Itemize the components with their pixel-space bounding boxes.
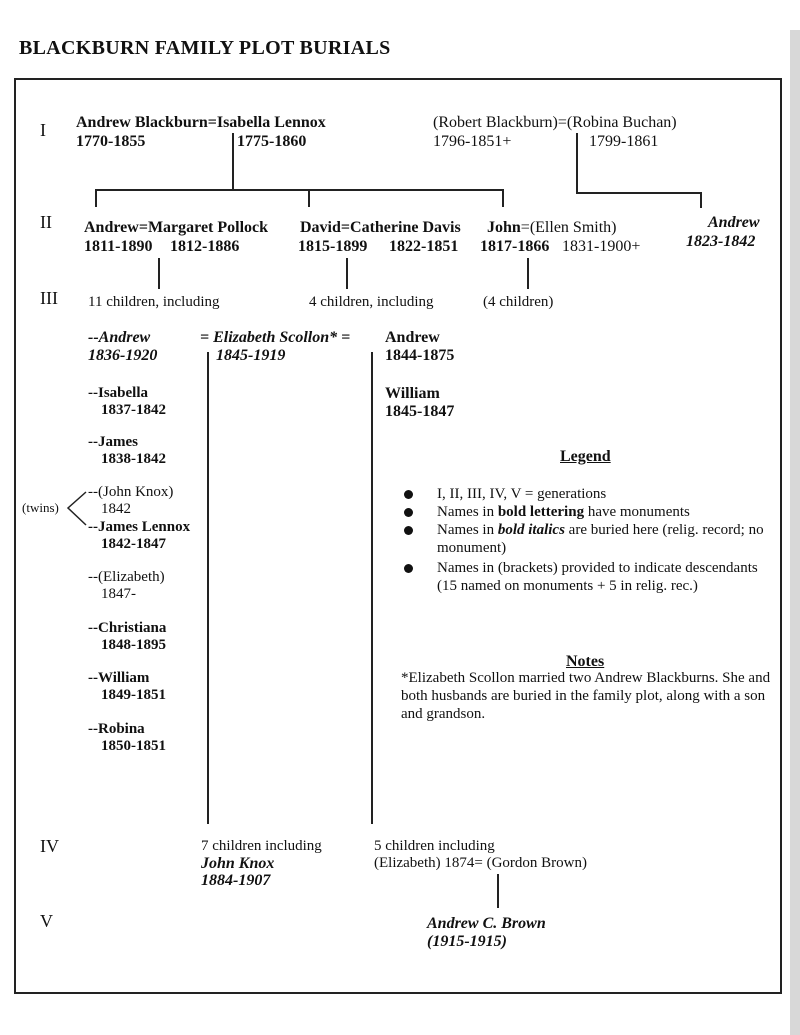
- twins-bracket: [66, 490, 88, 528]
- connector-to-other-andrew: [700, 192, 702, 208]
- connector-to-andrew: [95, 189, 97, 207]
- legend-bullet-1: [404, 490, 413, 499]
- gen1-second-couple: (Robert Blackburn)=(Robina Buchan): [433, 114, 677, 131]
- gen-label-4: IV: [40, 836, 59, 856]
- gen3-david-andrew: Andrew: [385, 329, 440, 346]
- legend-bullet-2: [404, 508, 413, 517]
- legend-item-italics: [437, 521, 767, 557]
- gen3-david-children-count: 4 children, including: [309, 294, 434, 310]
- gen1-robina-years: 1799-1861: [589, 133, 659, 150]
- connector-to-david: [308, 189, 310, 207]
- connector-john-children: [527, 258, 529, 289]
- legend-item-bold: [437, 503, 777, 521]
- gen4-right-count: 5 children including: [374, 838, 495, 854]
- notes-text: *Elizabeth Scollon married two Andrew Blackburns. She and both husbands are buried in the family plot, along with a son and grandson.: [401, 670, 771, 722]
- gen4-john-knox-years: 1884-1907: [201, 872, 271, 889]
- gen2-catherine-years: 1822-1851: [389, 238, 459, 255]
- connector-robert-bar: [576, 192, 702, 194]
- child-james-years: 1838-1842: [101, 451, 166, 467]
- gen3-andrew-jr-years: 1836-1920: [88, 347, 158, 364]
- gen2-margaret-years: 1812-1886: [170, 238, 240, 255]
- legend-item-brackets: Names in (brackets) provided to indicate descendants (15 named on monuments + 5 in relig. rec.): [437, 560, 758, 594]
- notes-heading: Notes: [566, 653, 605, 670]
- gen2-david-years: 1815-1899: [298, 238, 368, 255]
- gen1-robert-years: 1796-1851+: [433, 133, 512, 150]
- gen3-john-children-count: (4 children): [483, 294, 554, 310]
- gen4-john-knox: John Knox: [201, 855, 275, 872]
- gen4-left-count: 7 children including: [201, 838, 322, 854]
- connector-elizabeth-first-marriage: [207, 352, 209, 824]
- child-christiana: --Christiana: [88, 620, 167, 636]
- gen5-years: (1915-1915): [427, 933, 507, 950]
- child-william-years: 1849-1851: [101, 687, 166, 703]
- legend-item-bold-pre: Names in: [437, 504, 498, 520]
- connector-gen1-main: [232, 133, 234, 190]
- gen3-david-william: William: [385, 385, 440, 402]
- legend-item-italics-em: bold italics: [497, 522, 565, 538]
- child-isabella-years: 1837-1842: [101, 402, 166, 418]
- gen3-david-william-years: 1845-1847: [385, 403, 455, 420]
- connector-gen2-bar: [95, 189, 504, 191]
- gen2-andrew-years: 1811-1890: [84, 238, 153, 255]
- connector-elizabeth-second-marriage: [371, 352, 373, 824]
- gen-label-5: V: [40, 911, 53, 931]
- gen3-david-andrew-years: 1844-1875: [385, 347, 455, 364]
- connector-to-gen5: [497, 874, 499, 908]
- gen3-elizabeth-scollon: = Elizabeth Scollon* =: [200, 329, 351, 346]
- page-title: BLACKBURN FAMILY PLOT BURIALS: [19, 37, 391, 59]
- gen-label-3: III: [40, 288, 58, 308]
- child-elizabeth-years: 1847-: [101, 586, 136, 602]
- child-james: --James: [88, 434, 138, 450]
- gen1-couple: Andrew Blackburn=Isabella Lennox: [76, 114, 326, 131]
- connector-david-children: [346, 258, 348, 289]
- gen1-husband-years: 1770-1855: [76, 133, 146, 150]
- gen2-other-andrew: Andrew: [708, 214, 760, 231]
- gen2-other-andrew-years: 1823-1842: [686, 233, 756, 250]
- connector-andrew-children: [158, 258, 160, 289]
- gen-label-1: I: [40, 120, 46, 140]
- legend-bullet-4: [404, 564, 413, 573]
- gen2-john: [487, 219, 616, 236]
- legend-item-generations: I, II, III, IV, V = generations: [437, 486, 607, 502]
- child-christiana-years: 1848-1895: [101, 637, 166, 653]
- gen-label-2: II: [40, 212, 52, 232]
- legend-item-italics-pre: Names in: [437, 522, 498, 538]
- legend-heading: Legend: [560, 448, 611, 465]
- child-john-knox: --(John Knox): [88, 484, 174, 500]
- legend-bullet-3: [404, 526, 413, 535]
- gen3-elizabeth-years: 1845-1919: [216, 347, 286, 364]
- gen2-john-spouse: =(Ellen Smith): [520, 219, 617, 236]
- gen2-andrew-couple: Andrew=Margaret Pollock: [84, 219, 269, 236]
- legend-item-italics-post: are buried here (relig. record; no monument): [437, 522, 764, 556]
- child-robina: --Robina: [88, 721, 145, 737]
- page-edge-shadow: [790, 30, 800, 1035]
- gen2-john-years: 1817-1866: [480, 238, 550, 255]
- gen5-andrew-c-brown: Andrew C. Brown: [427, 915, 546, 932]
- child-elizabeth: --(Elizabeth): [88, 569, 165, 585]
- child-john-knox-years: 1842: [101, 501, 131, 517]
- gen1-wife-years: 1775-1860: [237, 133, 307, 150]
- child-william: --William: [88, 670, 150, 686]
- connector-robert-down: [576, 133, 578, 193]
- legend-item-bold-post: have monuments: [584, 504, 690, 520]
- child-james-lennox-years: 1842-1847: [101, 536, 166, 552]
- gen3-andrew-jr: --Andrew: [88, 329, 151, 346]
- gen2-ellen-years: 1831-1900+: [562, 238, 641, 255]
- gen2-john-name: John: [487, 219, 521, 236]
- child-robina-years: 1850-1851: [101, 738, 166, 754]
- legend-item-bold-em: bold lettering: [497, 504, 585, 520]
- twins-label: (twins): [22, 500, 59, 515]
- connector-to-john: [502, 189, 504, 207]
- child-isabella: --Isabella: [88, 385, 148, 401]
- gen2-david-couple: David=Catherine Davis: [300, 219, 461, 236]
- gen3-andrew-children-count: 11 children, including: [88, 294, 220, 310]
- child-james-lennox: --James Lennox: [88, 519, 191, 535]
- gen4-elizabeth-line: (Elizabeth) 1874= (Gordon Brown): [374, 855, 587, 871]
